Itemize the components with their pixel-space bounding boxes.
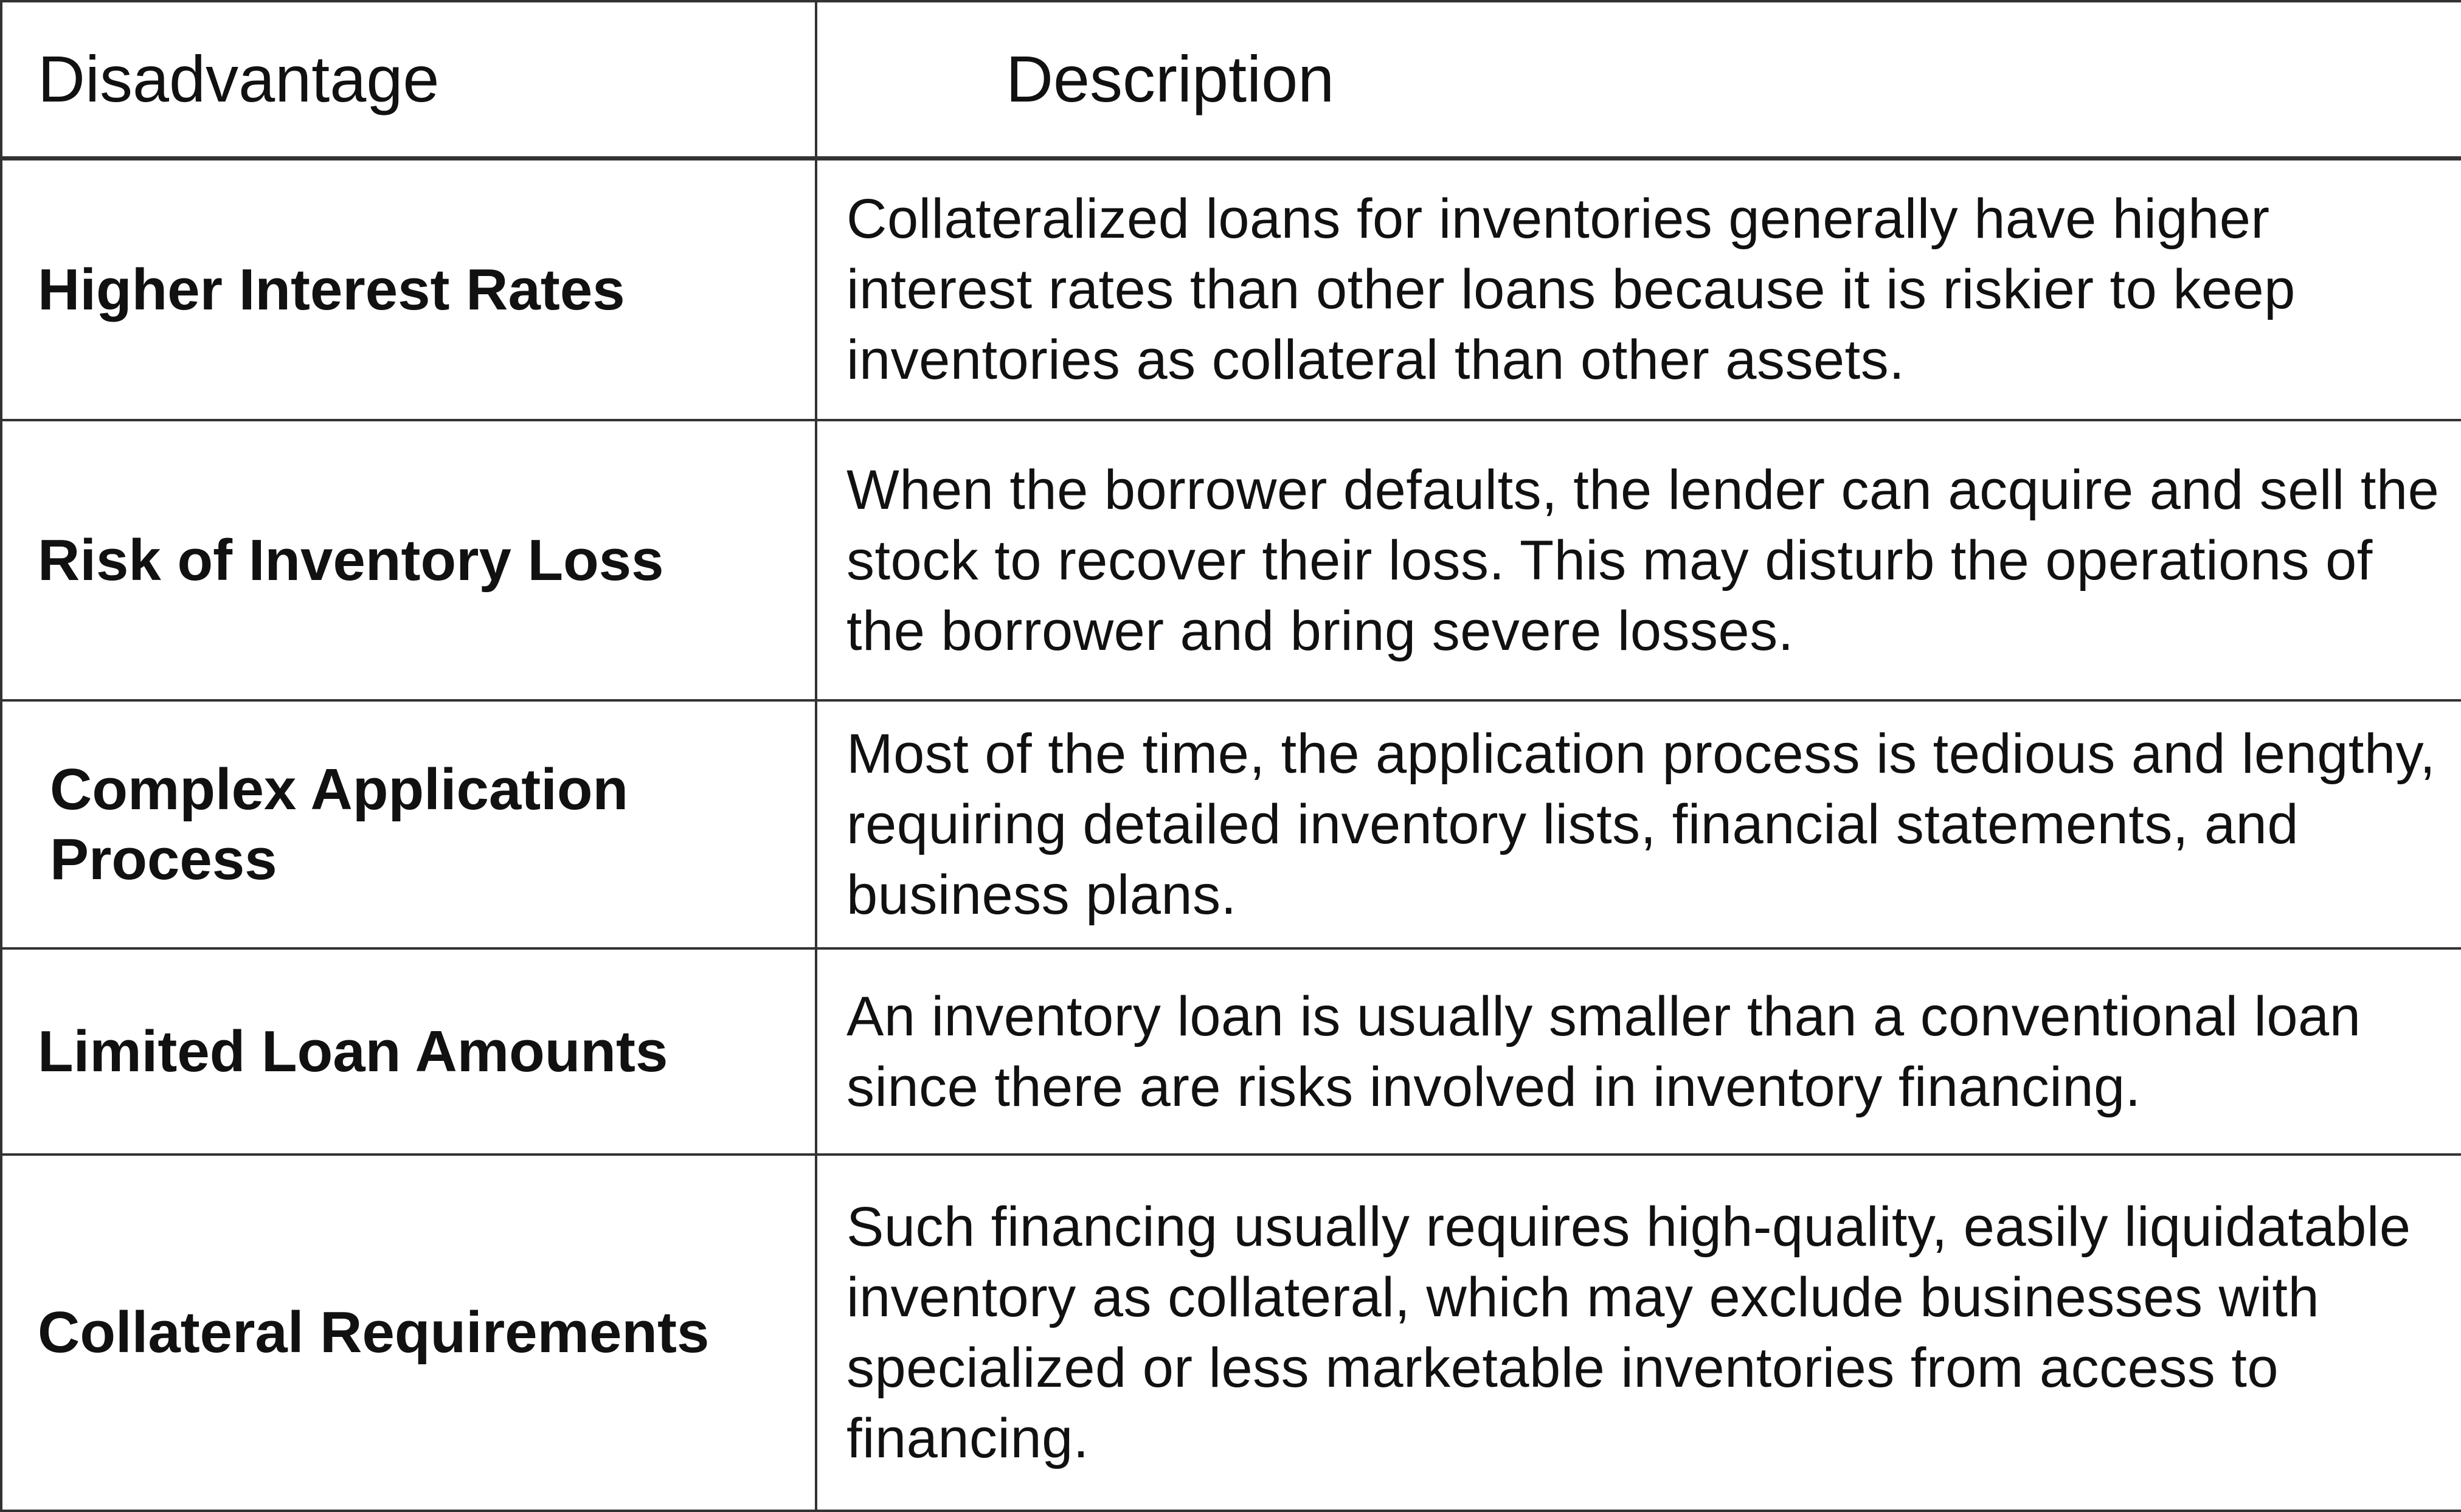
column-header-description: Description [816, 1, 2461, 158]
disadvantage-description: When the borrower defaults, the lender can acquire and sell the stock to recover their loss. This may disturb the operations of the borrower and bring severe losses. [816, 420, 2461, 700]
table-body [1, 158, 2461, 1511]
header-row [1, 1, 2461, 158]
table-row [1, 158, 2461, 420]
disadvantage-description: Most of the time, the application process is tedious and lengthy, requiring detailed inventory lists, financial statements, and business plans. [816, 700, 2461, 948]
table-row [1, 948, 2461, 1155]
table-header [1, 1, 2461, 158]
table-row [1, 1155, 2461, 1511]
disadvantage-name: Higher Interest Rates [1, 158, 816, 420]
table-row [1, 700, 2461, 948]
disadvantage-name: Limited Loan Amounts [1, 948, 816, 1155]
disadvantage-name: Risk of Inventory Loss [1, 420, 816, 700]
disadvantage-description: Such financing usually requires high-quality, easily liquidatable inventory as collateral, which may exclude businesses with specialized or less marketable inventories from access to financing. [816, 1155, 2461, 1511]
table-row [1, 420, 2461, 700]
disadvantage-description: An inventory loan is usually smaller than a conventional loan since there are risks involved in inventory financing. [816, 948, 2461, 1155]
disadvantage-description: Collateralized loans for inventories generally have higher interest rates than other loans because it is riskier to keep inventories as collateral than other assets. [816, 158, 2461, 420]
column-header-disadvantage: Disadvantage [1, 1, 816, 158]
disadvantage-name: Complex Application Process [1, 700, 816, 948]
disadvantage-name: Collateral Requirements [1, 1155, 816, 1511]
